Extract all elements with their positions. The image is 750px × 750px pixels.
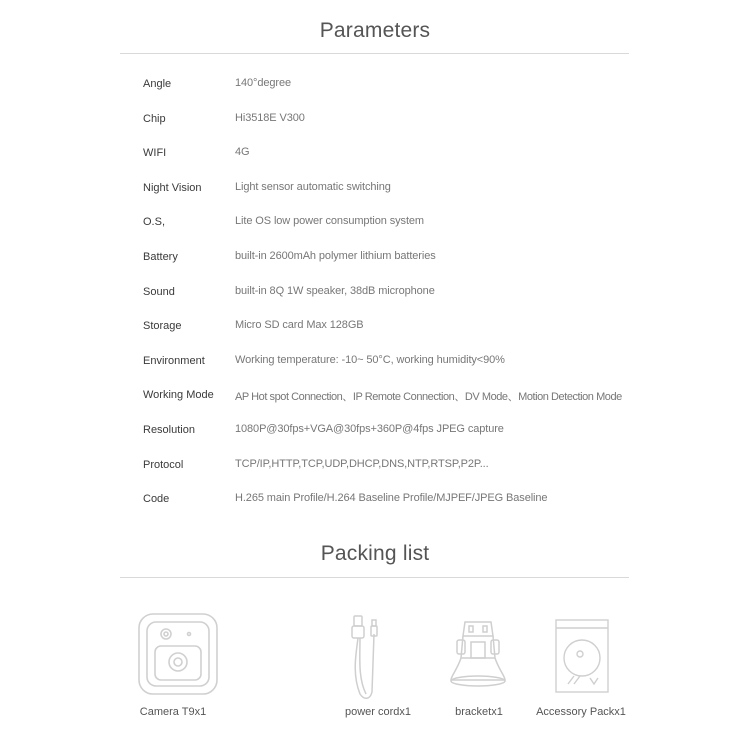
param-value: Light sensor automatic switching <box>235 180 391 193</box>
power-cord-icon <box>338 614 408 700</box>
param-value: Working temperature: -10~ 50°C, working humidity<90% <box>235 353 505 366</box>
camera-icon <box>135 612 221 696</box>
packing-item-label: Accessory Packx1 <box>536 706 626 718</box>
param-key: Working Mode <box>143 389 214 402</box>
param-key: Code <box>143 493 170 506</box>
packing-item-label: Camera T9x1 <box>139 706 207 718</box>
param-row <box>0 171 750 206</box>
param-value: H.265 main Profile/H.264 Baseline Profile/MJPEF/JPEG Baseline <box>235 492 548 505</box>
param-value: 140°degree <box>235 77 292 89</box>
param-value: built-in 2600mAh polymer lithium batteries <box>235 249 436 262</box>
param-row <box>0 482 750 517</box>
param-value: AP Hot spot Connection、IP Remote Connection、DV Mode、Motion Detection Mode <box>235 391 622 404</box>
param-key: Battery <box>143 250 178 263</box>
param-key: Resolution <box>143 423 195 436</box>
param-value: TCP/IP,HTTP,TCP,UDP,DHCP,DNS,NTP,RTSP,P2P... <box>235 457 489 470</box>
parameters-title: Parameters <box>319 19 431 42</box>
param-row <box>0 275 750 310</box>
param-key: O.S, <box>143 216 166 229</box>
param-key: Protocol <box>143 458 184 471</box>
param-row <box>0 309 750 344</box>
param-row <box>0 378 750 413</box>
param-key: Sound <box>143 285 175 298</box>
packing-item-label: power cordx1 <box>344 706 412 718</box>
param-row <box>0 67 750 102</box>
param-value: Lite OS low power consumption system <box>235 215 424 228</box>
param-value: Hi3518E V300 <box>235 111 305 124</box>
param-value: built-in 8Q 1W speaker, 38dB microphone <box>235 284 435 297</box>
param-value: 4G <box>235 146 250 159</box>
packing-item-label: bracketx1 <box>455 706 503 718</box>
parameters-divider <box>120 53 629 54</box>
parameters-table <box>0 67 750 517</box>
param-row <box>0 205 750 240</box>
param-key: Storage <box>143 320 182 333</box>
param-value: Micro SD card Max 128GB <box>235 319 364 332</box>
param-row <box>0 240 750 275</box>
packing-list-divider <box>120 577 629 578</box>
param-key: Environment <box>143 354 205 367</box>
param-row <box>0 413 750 448</box>
param-key: Chip <box>143 112 166 125</box>
param-key: Angle <box>143 78 172 90</box>
packing-list-title: Packing list <box>320 542 430 565</box>
param-value: 1080P@30fps+VGA@30fps+360P@4fps JPEG capture <box>235 422 504 435</box>
param-key: WIFI <box>143 147 167 160</box>
param-row <box>0 448 750 483</box>
param-row <box>0 136 750 171</box>
param-key: Night Vision <box>143 181 202 194</box>
accessory-pack-icon <box>554 618 610 694</box>
bracket-icon <box>447 618 509 688</box>
param-row <box>0 344 750 379</box>
param-row <box>0 102 750 137</box>
